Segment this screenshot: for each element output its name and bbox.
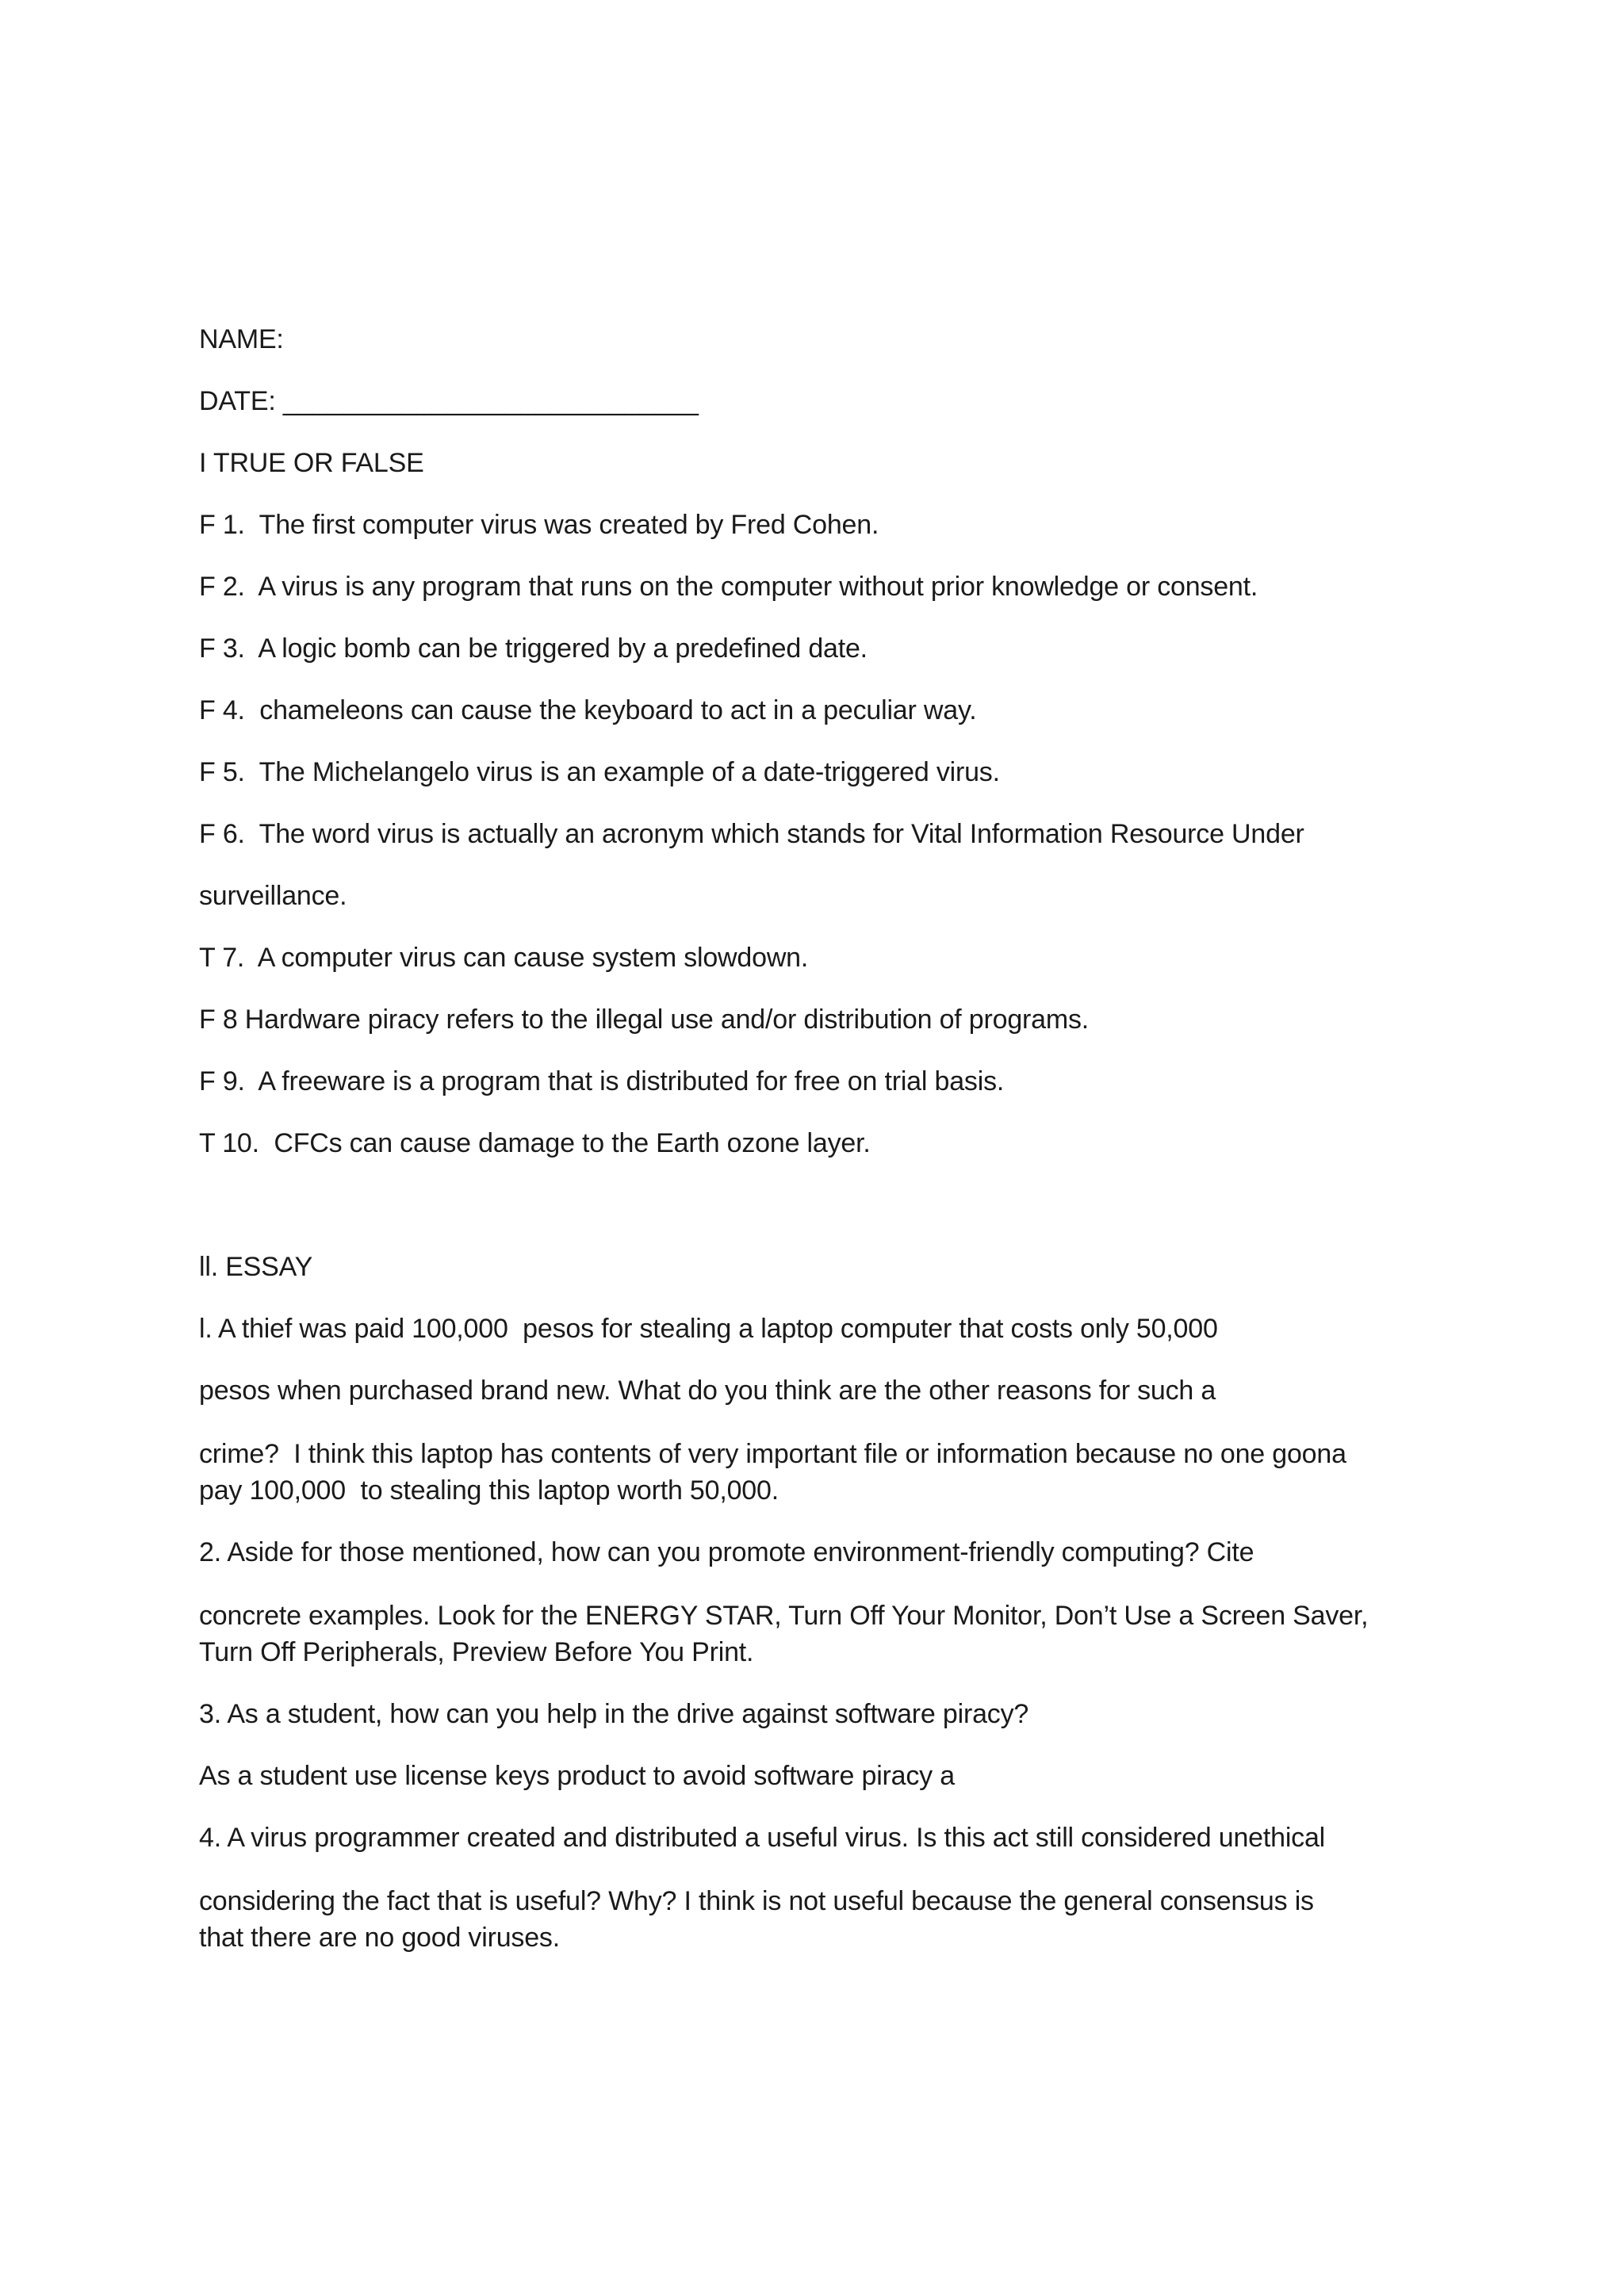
tf-item-6: F 6. The word virus is actually an acronym which stands for Vital Information Resource Under xyxy=(199,819,1304,849)
essay-line-4: pay 100,000 to stealing this laptop worth 50,000. xyxy=(199,1475,779,1506)
tf-item-4: F 4. chameleons can cause the keyboard to act in a peculiar way. xyxy=(199,695,977,725)
essay-line-9: As a student use license keys product to avoid software piracy a xyxy=(199,1761,955,1791)
tf-item-8: F 8 Hardware piracy refers to the illegal use and/or distribution of programs. xyxy=(199,1004,1090,1035)
tf-item-5: F 5. The Michelangelo virus is an example of a date-triggered virus. xyxy=(199,757,1000,787)
essay-line-5: 2. Aside for those mentioned, how can you promote environment-friendly computing? Cite xyxy=(199,1537,1254,1567)
name-label: NAME: xyxy=(199,324,284,354)
tf-item-9: F 9. A freeware is a program that is distributed for free on trial basis. xyxy=(199,1066,1005,1096)
essay-line-6: concrete examples. Look for the ENERGY STAR, Turn Off Your Monitor, Don’t Use a Screen Saver, xyxy=(199,1601,1369,1631)
essay-line-3: crime? I think this laptop has contents of very important file or information because no one goona xyxy=(199,1439,1346,1469)
essay-line-10: 4. A virus programmer created and distributed a useful virus. Is this act still considered unethical xyxy=(199,1823,1326,1853)
essay-heading: ll. ESSAY xyxy=(199,1252,313,1282)
date-label: DATE: ____________________________ xyxy=(199,386,699,416)
tf-item-2: F 2. A virus is any program that runs on the computer without prior knowledge or consent. xyxy=(199,572,1258,602)
tf-item-7: T 7. A computer virus can cause system slowdown. xyxy=(199,943,809,973)
essay-line-12: that there are no good viruses. xyxy=(199,1923,560,1953)
essay-line-8: 3. As a student, how can you help in the drive against software piracy? xyxy=(199,1699,1029,1729)
tf-item-10: T 10. CFCs can cause damage to the Earth ozone layer. xyxy=(199,1128,871,1158)
essay-line-1: l. A thief was paid 100,000 pesos for stealing a laptop computer that costs only 50,000 xyxy=(199,1314,1218,1344)
essay-line-2: pesos when purchased brand new. What do you think are the other reasons for such a xyxy=(199,1376,1216,1406)
essay-line-7: Turn Off Peripherals, Preview Before You Print. xyxy=(199,1637,754,1667)
essay-line-11: considering the fact that is useful? Why? I think is not useful because the general consensus is xyxy=(199,1886,1314,1916)
tf-item-1: F 1. The first computer virus was created by Fred Cohen. xyxy=(199,510,879,540)
tf-item-6-continued: surveillance. xyxy=(199,881,347,911)
true-false-heading: I TRUE OR FALSE xyxy=(199,448,424,478)
tf-item-3: F 3. A logic bomb can be triggered by a predefined date. xyxy=(199,633,868,664)
